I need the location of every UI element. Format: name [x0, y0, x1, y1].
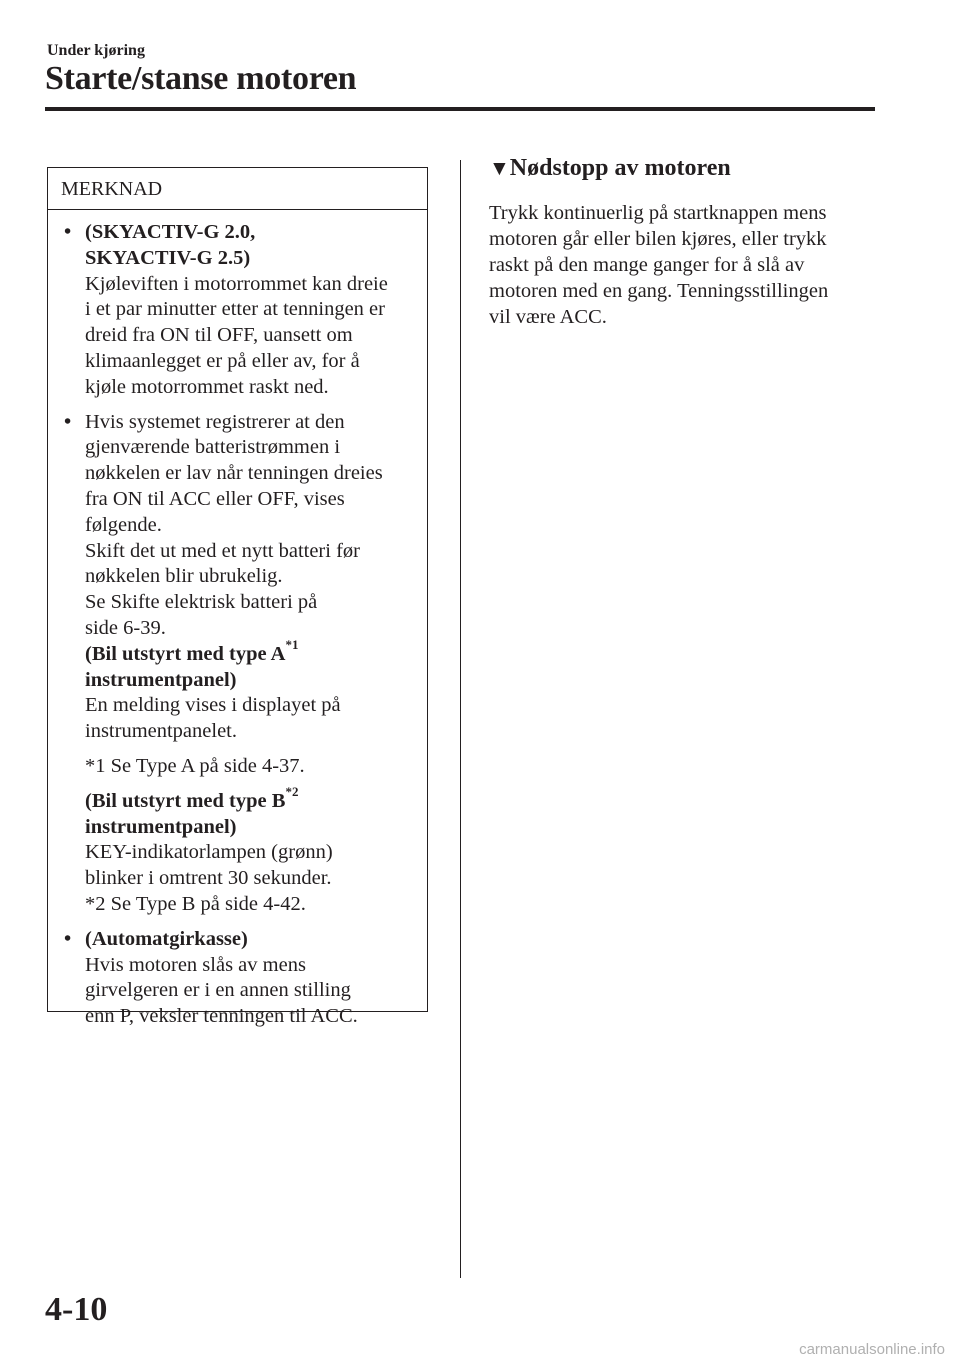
bullet-1-text: Kjøleviften i motorrommet kan dreie [85, 272, 388, 295]
type-b-text: KEY-indikatorlampen (grønn) [85, 841, 333, 864]
page-title: Starte/stanse motoren [45, 60, 357, 97]
bullet-1-text: i et par minutter etter at tenningen er [85, 298, 385, 321]
bullet-2-text: fra ON til ACC eller OFF, vises [85, 487, 345, 510]
bullet-2-text: nøkkelen er lav når tenningen dreies [85, 462, 383, 485]
type-b-heading-text: (Bil utstyrt med type B [85, 789, 286, 812]
bullet-2-text: følgende. [85, 513, 162, 536]
type-a-heading-text: (Bil utstyrt med type A [85, 642, 286, 665]
note-bullet-2 [64, 410, 417, 918]
bullet-2-text: gjenværende batteristrømmen i [85, 436, 341, 459]
emergency-text: Trykk kontinuerlig på startknappen mens [489, 202, 827, 224]
type-a-text: En melding vises i displayet på [85, 694, 341, 717]
bullet-2-text: Se Skifte elektrisk batteri på [85, 591, 318, 614]
note-bullet-3 [64, 927, 417, 1030]
note-box [47, 167, 428, 1028]
section-label: Under kjøring [47, 42, 145, 59]
emergency-heading-text: Nødstopp av motoren [509, 155, 731, 181]
emergency-text: vil være ACC. [489, 306, 607, 328]
note-body [48, 210, 427, 1030]
bullet-1-text: kjøle motorrommet raskt ned. [85, 375, 329, 398]
type-b-text: blinker i omtrent 30 sekunder. [85, 867, 332, 890]
bullet-2-text: Hvis systemet registrerer at den [85, 410, 345, 433]
footnote-b: *2 Se Type B på side 4-42. [85, 892, 306, 915]
type-a-heading-2: instrumentpanel) [85, 668, 237, 691]
bullet-3-text: enn P, veksler tenningen til ACC. [85, 1005, 358, 1028]
bullet-2-text: Skift det ut med et nytt batteri før [85, 539, 360, 562]
note-bullet-1 [64, 220, 417, 401]
footnote-a: *1 Se Type A på side 4-37. [85, 754, 305, 777]
type-b-heading [85, 783, 417, 815]
bullet-1-bold: (SKYACTIV-G 2.0, [85, 221, 256, 243]
emergency-heading [489, 155, 731, 182]
bullet-icon: • [64, 221, 72, 243]
emergency-text: motoren med en gang. Tenningsstillingen [489, 280, 829, 302]
emergency-text: raskt på den mange ganger for å slå av [489, 254, 805, 276]
bullet-3-text: Hvis motoren slås av mens [85, 953, 306, 976]
bullet-3-bold: (Automatgirkasse) [85, 927, 248, 950]
type-a-text: instrumentpanelet. [85, 720, 237, 743]
bullet-1-text: dreid fra ON til OFF, uansett om [85, 324, 353, 347]
column-divider [460, 160, 461, 1278]
emergency-paragraph [489, 200, 884, 330]
emergency-text: motoren går eller bilen kjøres, eller trykk [489, 228, 827, 250]
page-number: 4-10 [45, 1291, 108, 1328]
footnote-ref-1: *1 [285, 636, 299, 652]
bullet-icon: • [64, 410, 72, 433]
bullet-1-text: klimaanlegget er på eller av, for å [85, 349, 360, 372]
triangle-down-icon: ▼ [489, 156, 510, 180]
type-b-heading-2: instrumentpanel) [85, 815, 237, 838]
bullet-2-text: nøkkelen blir ubrukelig. [85, 565, 283, 588]
bullet-icon: • [64, 927, 72, 950]
type-a-heading [85, 636, 417, 668]
note-header: MERKNAD [48, 168, 427, 210]
bullet-2-text: side 6-39. [85, 616, 166, 639]
footnote-ref-2: *2 [285, 783, 299, 799]
title-rule [45, 107, 875, 111]
watermark[interactable]: carmanualsonline.info [799, 1341, 945, 1358]
bullet-1-bold: SKYACTIV-G 2.5) [85, 246, 251, 269]
bullet-3-text: girvelgeren er i en annen stilling [85, 979, 351, 1002]
